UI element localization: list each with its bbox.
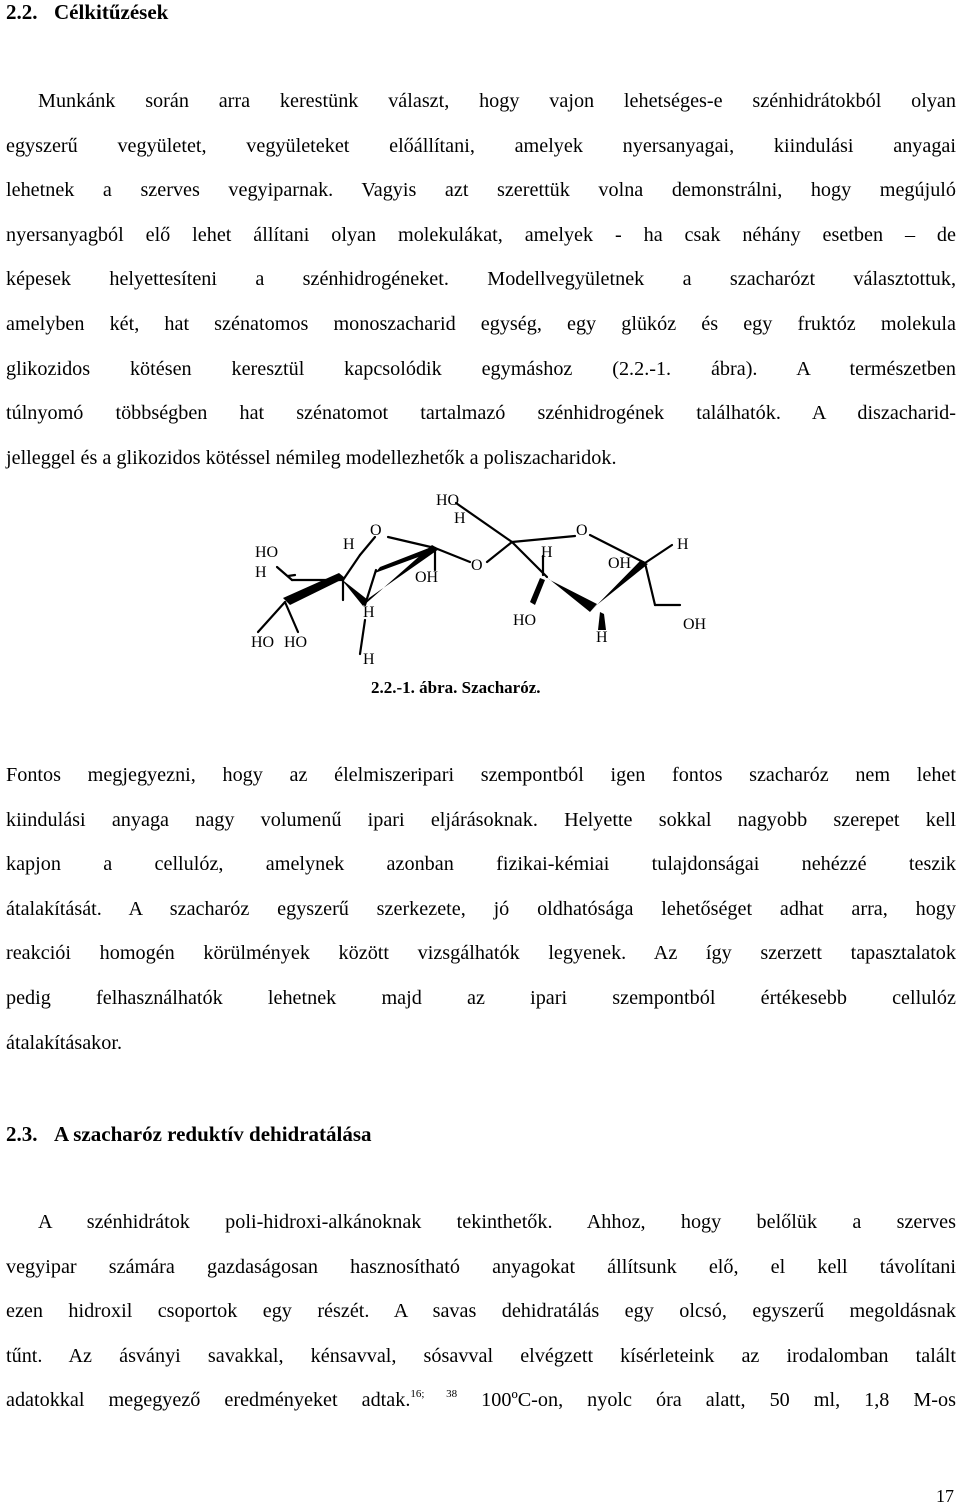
text-line: jelleggel és a glikozidos kötéssel némileg modellezhetők a poliszacharidok. (6, 446, 617, 469)
atom-label: H (454, 510, 466, 527)
bond (645, 563, 655, 605)
wedge-bond (530, 578, 545, 605)
text-line: nyersanyagból elő lehet állítani olyan molekulákat, amelyek - ha csak néhány esetben – de (6, 223, 956, 246)
glucose-ring-top (288, 575, 295, 576)
text-line-with-reference (6, 1378, 956, 1423)
section-title: A szacharóz reduktív dehidratálása (54, 1122, 372, 1146)
atom-label: OH (415, 569, 439, 586)
bond (360, 620, 365, 654)
bond (388, 537, 435, 548)
atom-label: H (677, 536, 689, 553)
text-line: kapjon a cellulóz, amelynek azonban fizikai-kémiai tulajdonságai nehézzé teszik (6, 853, 956, 876)
atom-label: H (541, 544, 553, 561)
text-line: reakciói homogén körülmények között vizsgálhatók legyenek. Az így szerzett tapasztalatok (6, 942, 956, 965)
bond (512, 536, 575, 542)
bond (285, 602, 298, 632)
text-fragment: adatokkal megegyező eredményeket adtak. (6, 1389, 411, 1412)
text-line: Fontos megjegyezni, hogy az élelmiszeripari szempontból igen fontos szacharóz nem lehet (6, 764, 956, 786)
atom-label: HO (436, 492, 460, 509)
text-fragment: 100ºC-on, nyolc óra alatt, 50 ml, 1,8 M-os (457, 1389, 956, 1412)
page-number: 17 (936, 1486, 954, 1506)
bond (360, 537, 375, 555)
bond (487, 542, 512, 562)
reference-superscript: 16; 38 (410, 1388, 458, 1401)
bond (277, 567, 292, 580)
text-line: pedig felhasználhatók lehetnek majd az ipari szempontból értékesebb cellulóz (6, 986, 956, 1009)
text-line: tűnt. Az ásványi savakkal, kénsavval, sósavval elvégzett kísérleteink az irodalomban talált (6, 1344, 956, 1367)
text-line: túlnyomó többségben hat szénatomot tartalmazó szénhidrogének találhatók. A diszacharid- (6, 402, 956, 425)
atom-label: H (596, 629, 608, 646)
section-title: Célkitűzések (54, 0, 169, 24)
atom-label: H (255, 564, 267, 581)
atom-label: O (576, 522, 588, 539)
atom-label: HO (251, 634, 275, 651)
text-line: Munkánk során arra kerestünk választ, hogy vajon lehetséges-e szénhidrátokból olyan (38, 90, 956, 112)
bond (435, 548, 470, 562)
atom-label: H (363, 651, 375, 668)
text-line: átalakításakor. (6, 1031, 123, 1054)
paragraph-goals (6, 79, 956, 480)
section-number: 2.3. (6, 1122, 38, 1146)
atom-label: HO (513, 612, 537, 629)
atom-label: OH (608, 555, 632, 572)
wedge-bond (340, 578, 368, 606)
figure-caption: 2.2.-1. ábra. Szacharóz. (371, 678, 541, 697)
atom-label: H (343, 536, 355, 553)
text-line: átalakítását. A szacharóz egyszerű szerkezete, jó oldhatósága lehetőséget adhat arra, hogy (6, 897, 956, 920)
atom-label: HO (284, 634, 308, 651)
bond (343, 555, 360, 580)
section-heading-2-2 (6, 0, 168, 25)
text-line: A szénhidrátok poli-hidroxi-alkánoknak tekinthetők. Ahhoz, hogy belőlük a szerves (38, 1211, 956, 1233)
atom-label: O (370, 522, 382, 539)
text-line: glikozidos kötésen keresztül kapcsolódik egymáshoz (2.2.-1. ábra). A természetben (6, 357, 956, 380)
bond (258, 602, 285, 632)
bond (645, 545, 672, 563)
paragraph-note (6, 753, 956, 1065)
text-line: képesek helyettesíteni a szénhidrogéneket. Modellvegyületnek a szacharózt választottuk, (6, 268, 956, 291)
atom-label: OH (683, 616, 707, 633)
text-line: vegyipar számára gazdaságosan hasznosítható anyagokat állítsunk elő, el kell távolítani (6, 1255, 956, 1278)
section-number: 2.2. (6, 0, 38, 24)
wedge-bond (283, 573, 345, 605)
text-line: kiindulási anyaga nagy volumenű ipari eljárásoknak. Helyette sokkal nagyobb szerepet kell (6, 808, 956, 831)
text-line: egyszerű vegyületet, vegyületeket előállítani, amelyek nyersanyagai, kiindulási anyagai (6, 134, 956, 157)
text-line: lehetnek a szerves vegyiparnak. Vagyis azt szerettük volna demonstrálni, hogy megújuló (6, 179, 956, 202)
text-line: amelyben két, hat szénatomos monoszacharid egység, egy glükóz és egy fruktóz molekula (6, 312, 956, 335)
atom-label: O (471, 557, 483, 574)
wedge-bond (544, 575, 597, 612)
atom-label: H (363, 604, 375, 621)
section-heading-2-3 (6, 1122, 372, 1147)
paragraph-dehydration (6, 1200, 956, 1423)
text-line: ezen hidroxil csoportok egy részét. A savas dehidratálás egy olcsó, egyszerű megoldásnak (6, 1300, 956, 1323)
wedge-bond (598, 612, 606, 630)
atom-label: HO (255, 544, 279, 561)
